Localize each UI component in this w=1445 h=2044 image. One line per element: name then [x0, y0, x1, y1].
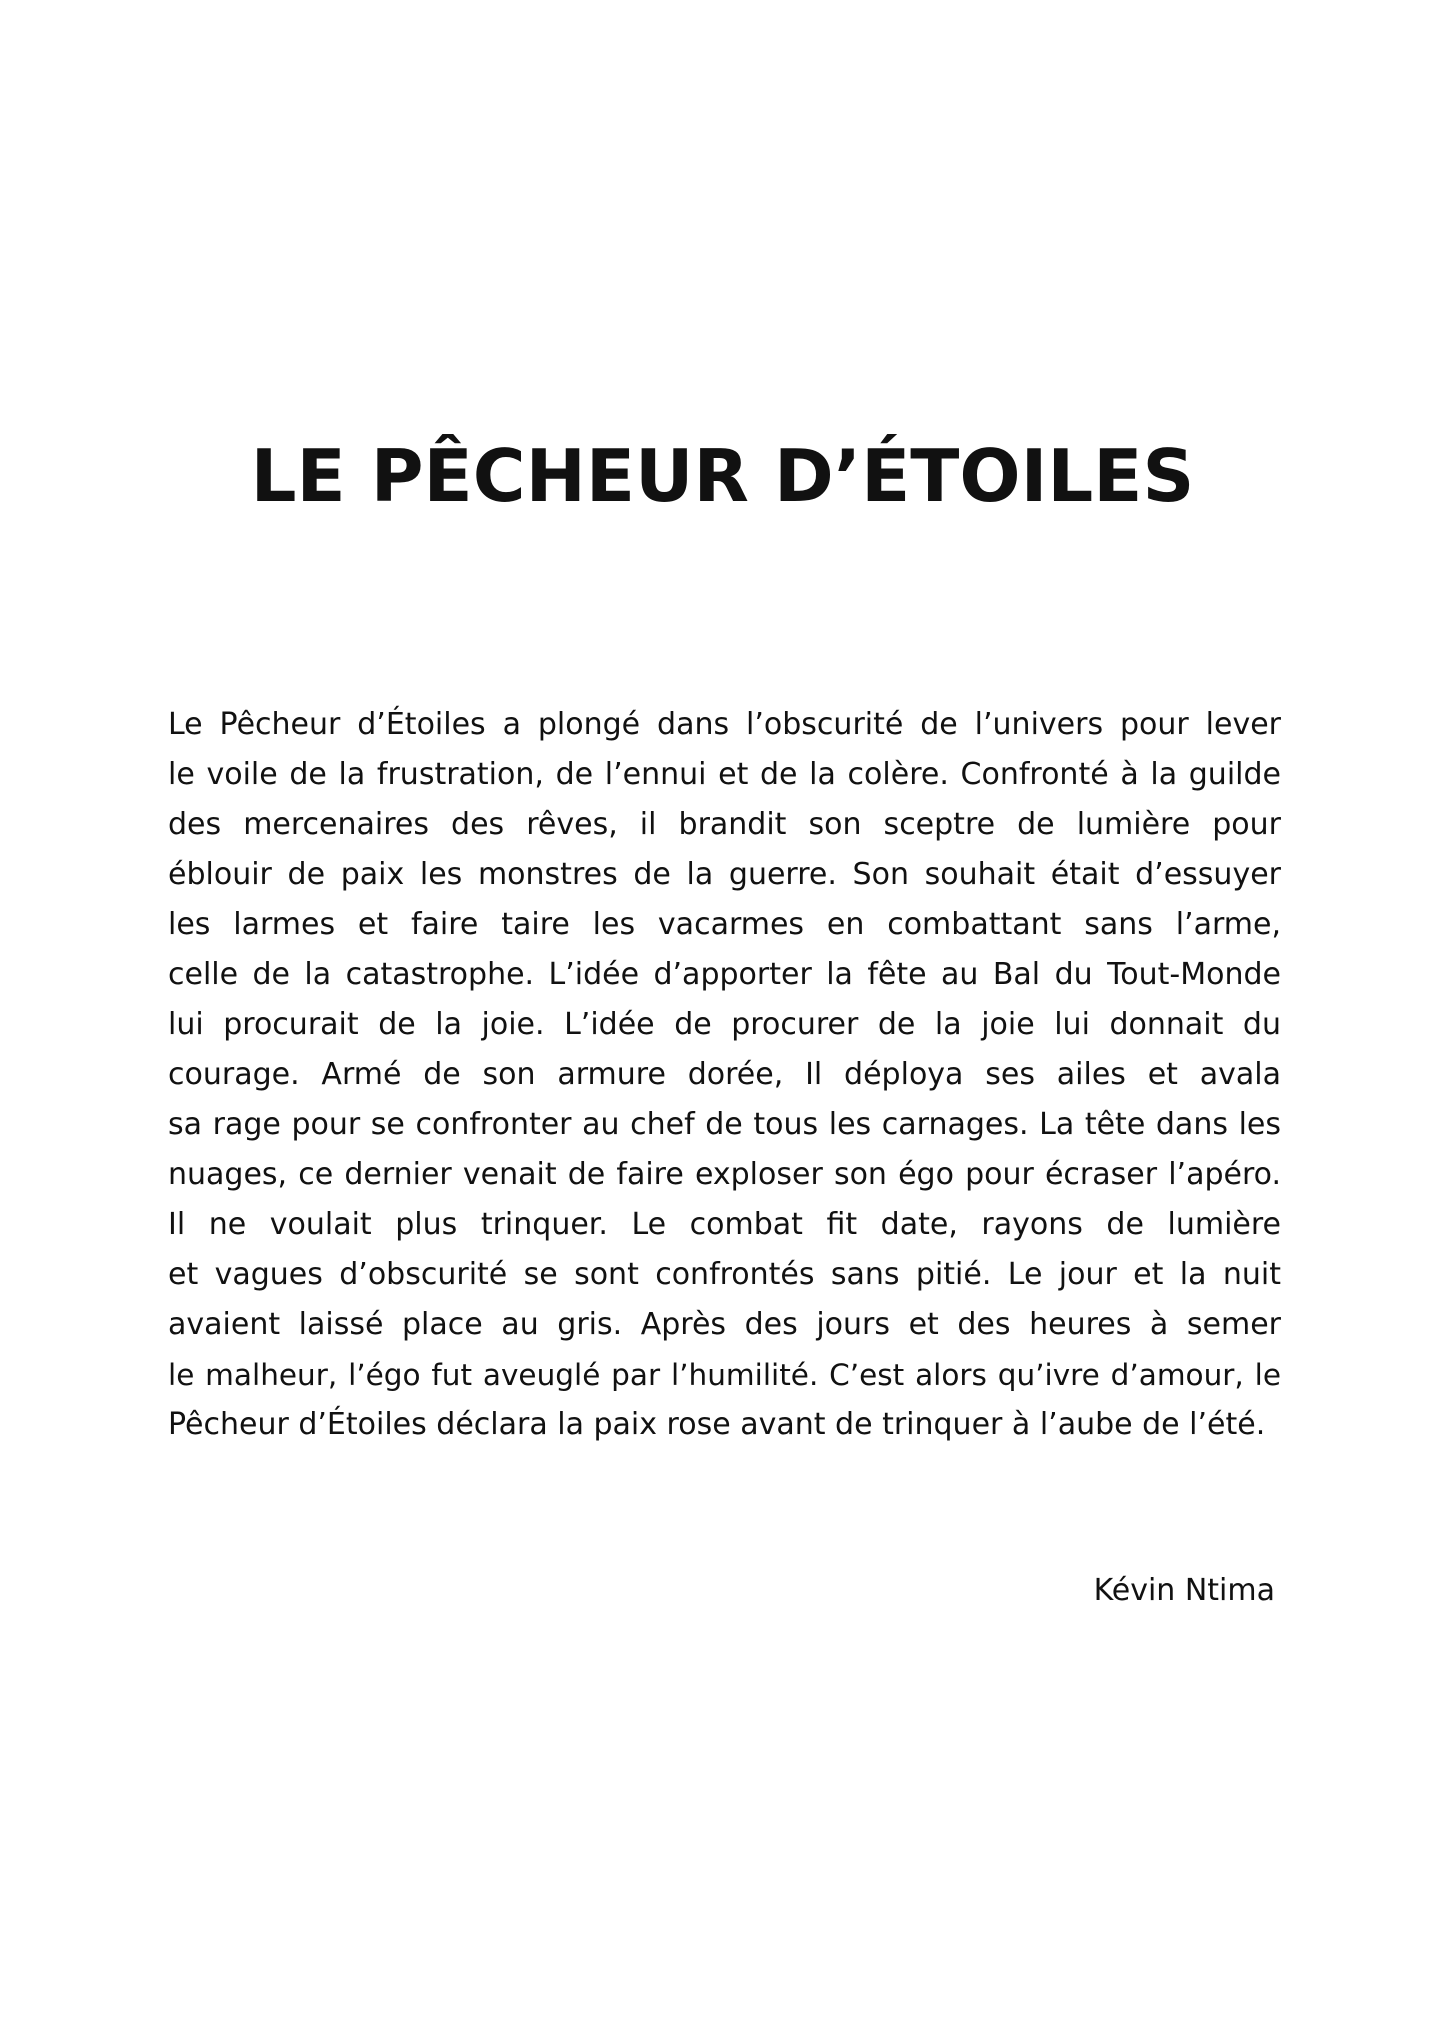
paragraph-line: celle de la catastrophe. L’idée d’apporter la fête au Bal du Tout-Monde	[168, 957, 1281, 992]
paragraph-line: Pêcheur d’Étoiles déclara la paix rose avant de trinquer à l’aube de l’été.	[168, 1407, 1266, 1442]
author-signature: Kévin Ntima	[1093, 1573, 1275, 1608]
story-paragraph	[168, 700, 1281, 1450]
paragraph-line: Le Pêcheur d’Étoiles a plongé dans l’obscurité de l’univers pour lever	[168, 707, 1281, 742]
paragraph-line: des mercenaires des rêves, il brandit son sceptre de lumière pour	[168, 807, 1281, 842]
paragraph-line: sa rage pour se confronter au chef de tous les carnages. La tête dans les	[168, 1107, 1281, 1142]
paragraph-line: éblouir de paix les monstres de la guerre. Son souhait était d’essuyer	[168, 857, 1281, 892]
paragraph-line: le malheur, l’égo fut aveuglé par l’humilité. C’est alors qu’ivre d’amour, le	[168, 1358, 1281, 1392]
paragraph-line: lui procurait de la joie. L’idée de procurer de la joie lui donnait du	[168, 1007, 1281, 1042]
paragraph-line: le voile de la frustration, de l’ennui et de la colère. Confronté à la guilde	[168, 757, 1281, 792]
paragraph-line: et vagues d’obscurité se sont confrontés sans pitié. Le jour et la nuit	[168, 1257, 1281, 1292]
paragraph-line: Il ne voulait plus trinquer. Le combat fit date, rayons de lumière	[168, 1207, 1281, 1242]
paragraph-line: nuages, ce dernier venait de faire exploser son égo pour écraser l’apéro.	[168, 1157, 1281, 1192]
page-title: LE PÊCHEUR D’ÉTOILES	[250, 434, 1195, 518]
paragraph-line: avaient laissé place au gris. Après des jours et des heures à semer	[168, 1307, 1281, 1342]
paragraph-line: courage. Armé de son armure dorée, Il déploya ses ailes et avala	[168, 1057, 1281, 1092]
paragraph-line: les larmes et faire taire les vacarmes en combattant sans l’arme,	[168, 907, 1281, 942]
